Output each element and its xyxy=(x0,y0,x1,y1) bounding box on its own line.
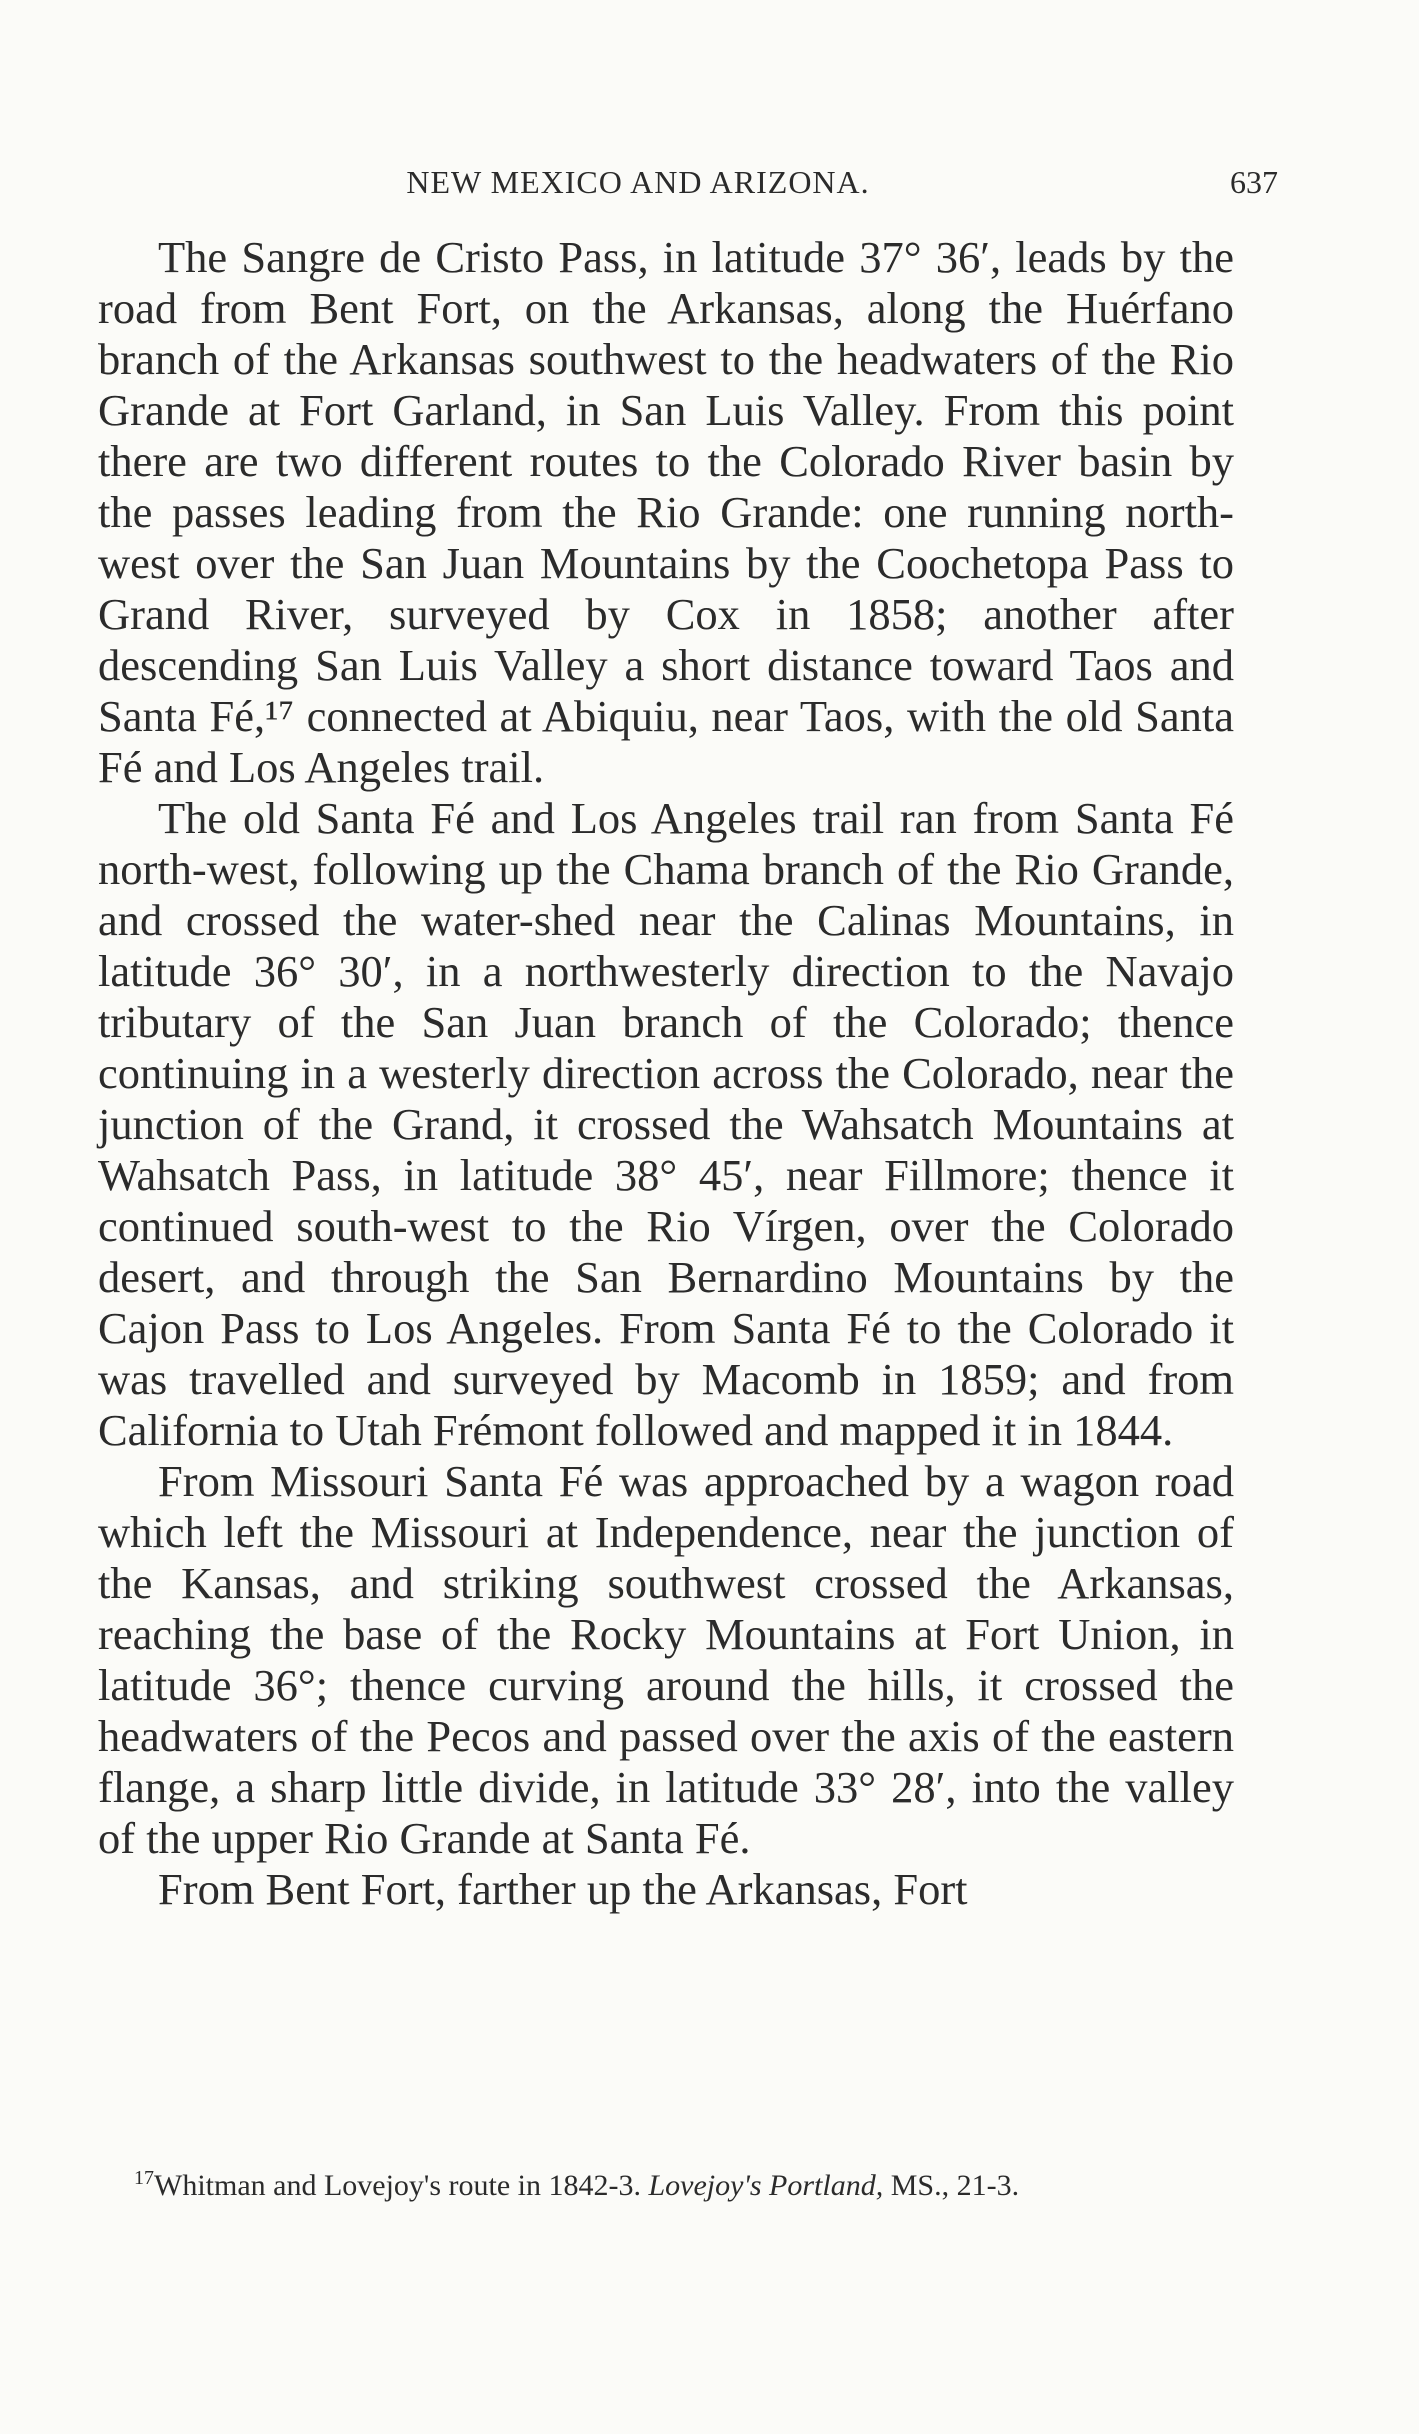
footnote-text: Whitman and Lovejoy's route in 1842-3. xyxy=(154,2169,649,2202)
paragraph-santa-fe-los-angeles-trail: The old Santa Fé and Los Angeles trail ran from Santa Fé north-west, following up the Chama branch of the Rio Grande, and crossed the water-shed near the Calinas Mountains, in latitude 36° 30′, in a northwesterly direction to the Navajo tributary of the San Juan branch of the Colorado; thence continuing in a westerly direction across the Colorado, near the junction of the Grand, it crossed the Wahsatch Mountains at Wahsatch Pass, in latitude 38° 45′, near Fillmore; thence it continued south-west to the Rio Vírgen, over the Colorado desert, and through the San Bernardino Mountains by the Cajon Pass to Los Angeles. From Santa Fé to the Colorado it was travelled and surveyed by Macomb in 1859; and from California to Utah Frémont followed and mapped it in 1844. xyxy=(98,793,1234,1455)
footnote-reference: MS., 21-3. xyxy=(883,2169,1020,2202)
footnote-source-title: Lovejoy's Portland, xyxy=(648,2169,884,2202)
footnote xyxy=(98,2166,1248,2206)
page-number: 637 xyxy=(1230,164,1278,200)
running-head xyxy=(98,162,1278,202)
paragraph-sangre-de-cristo-pass: The Sangre de Cristo Pass, in latitude 37° 36′, leads by the road from Bent Fort, on the Arkansas, along the Huérfano branch of the Arkansas southwest to the headwaters of the Rio Grande at Fort Garland, in San Luis Valley. From this point there are two different routes to the Colorado River basin by the passes leading from the Rio Grande: one running north-west over the San Juan Mountains by the Coochetopa Pass to Grand River, surveyed by Cox in 1858; another after descending San Luis Valley a short distance toward Taos and Santa Fé,¹⁷ connected at Abiquiu, near Taos, with the old Santa Fé and Los Angeles trail. xyxy=(98,232,1234,792)
running-title: NEW MEXICO AND ARIZONA. xyxy=(406,164,870,200)
footnote-number: 17 xyxy=(134,2167,154,2189)
paragraph-bent-fort: From Bent Fort, farther up the Arkansas, Fort xyxy=(158,1864,968,1914)
paragraph-missouri-wagon-road: From Missouri Santa Fé was approached by a wagon road which left the Missouri at Independence, near the junction of the Kansas, and striking southwest crossed the Arkansas, reaching the base of the Rocky Mountains at Fort Union, in latitude 36°; thence curving around the hills, it crossed the headwaters of the Pecos and passed over the axis of the eastern flange, a sharp little divide, in latitude 33° 28′, into the valley of the upper Rio Grande at Santa Fé. xyxy=(98,1456,1234,1863)
body-text xyxy=(98,232,1234,1915)
